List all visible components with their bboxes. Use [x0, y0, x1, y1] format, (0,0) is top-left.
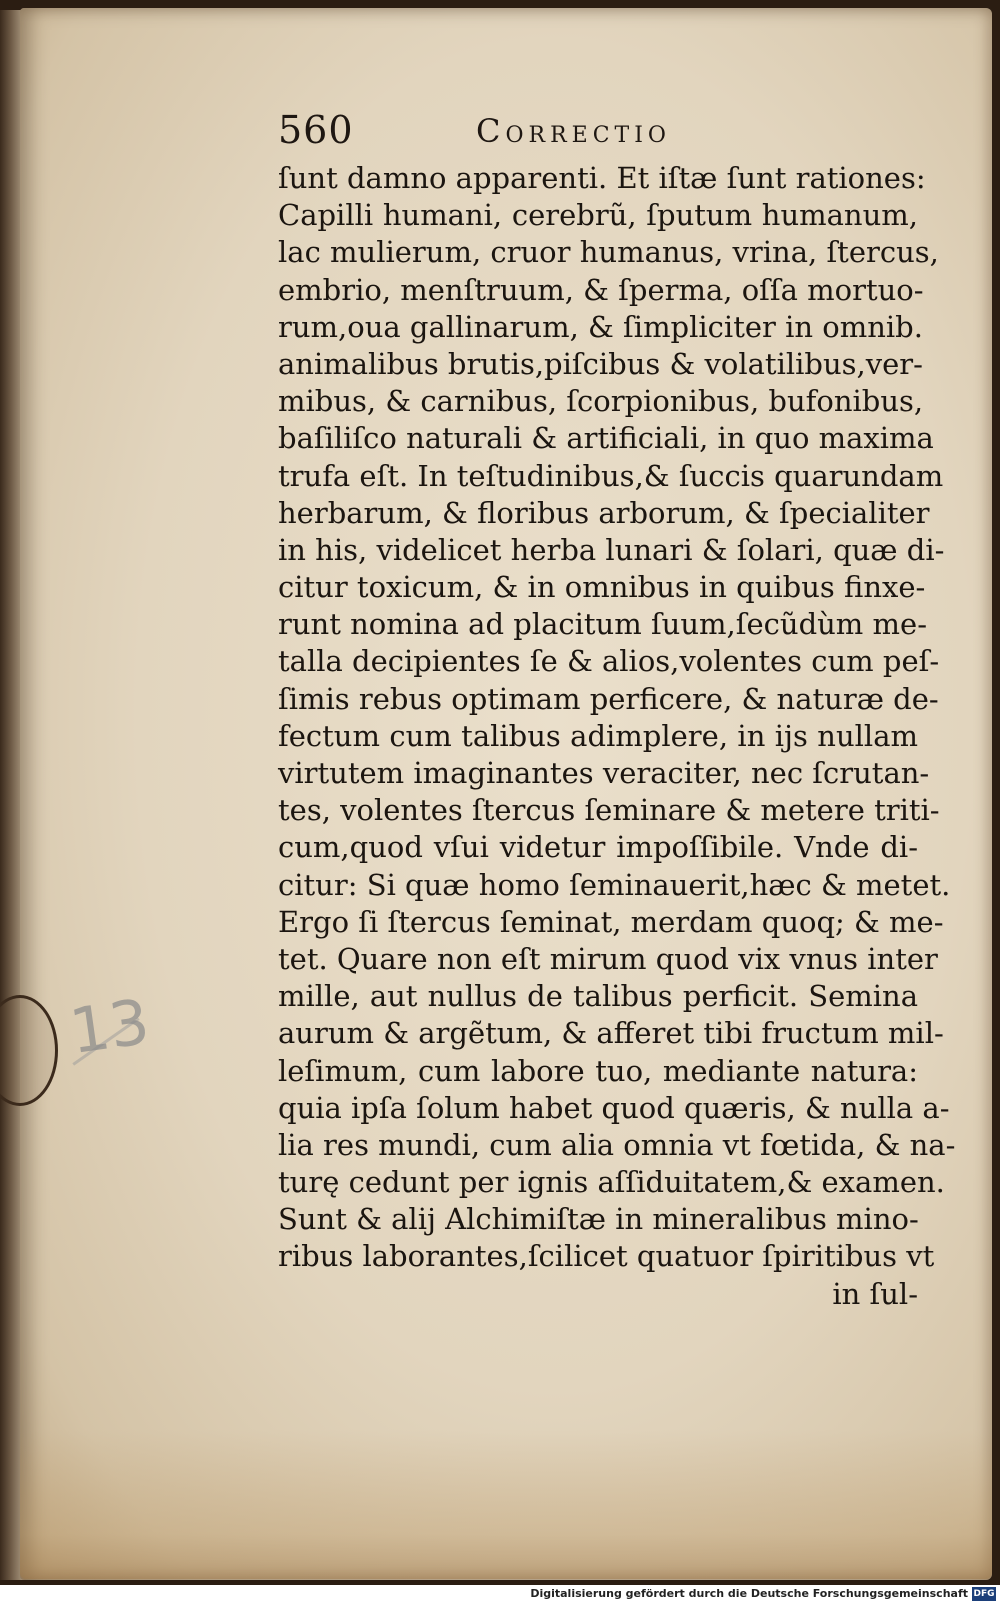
text-line: lia res mundi, cum alia omnia vt fœtida, & na-	[278, 1127, 956, 1162]
text-line: baſiliſco naturali & artificiali, in quo maxima	[278, 421, 934, 456]
text-line: mibus, & carnibus, ſcorpionibus, bufonibus,	[278, 384, 924, 419]
text-line: virtutem imaginantes veraciter, nec ſcrutan-	[278, 756, 930, 790]
catchword: in ſul-	[832, 1276, 918, 1311]
text-line: Ergo ſi ſtercus ſeminat, merdam quoq; & me-	[278, 904, 944, 939]
text-block	[278, 160, 956, 1313]
text-line: lac mulierum, cruor humanus, vrina, ſtercus,	[278, 235, 939, 270]
text-line: turę cedunt per ignis aſſiduitatem,& examen.	[278, 1165, 945, 1200]
text-line: talla decipientes ſe & alios,volentes cum peſ-	[278, 644, 940, 679]
page-header	[278, 108, 918, 154]
text-line: ſunt damno apparenti. Et iſtæ ſunt rationes:	[278, 161, 926, 195]
text-line: Capilli humani, cerebrũ, ſputum humanum,	[278, 198, 918, 233]
text-line: embrio, menſtruum, & ſperma, oſſa mortuo-	[278, 272, 924, 307]
text-line: runt nomina ad placitum ſuum,ſecũdùm me-	[278, 607, 927, 642]
text-line: aurum & argẽtum, & afferet tibi fructum mil-	[278, 1016, 944, 1051]
text-line: citur toxicum, & in omnibus in quibus finxe-	[278, 570, 926, 605]
text-line: mille, aut nullus de talibus perficit. Semina	[278, 979, 918, 1014]
funding-credit: Digitalisierung gefördert durch die Deutsche Forschungsgemeinschaft	[530, 1587, 968, 1600]
text-line: ſimis rebus optimam perficere, & naturæ de-	[278, 681, 939, 716]
text-line: animalibus brutis,piſcibus & volatilibus,ver-	[278, 346, 923, 381]
text-line: rum,oua gallinarum, & ſimpliciter in omnib.	[278, 309, 923, 344]
pencil-annotation: 13	[65, 984, 154, 1069]
text-line: herbarum, & floribus arborum, & ſpecialiter	[278, 495, 930, 530]
text-line: Sunt & alij Alchimiſtæ in mineralibus mino-	[278, 1202, 919, 1237]
text-line: trufa eſt. In teſtudinibus,& ſuccis quarundam	[278, 458, 944, 493]
footer-bar	[0, 1585, 1000, 1605]
page-stain	[20, 1429, 992, 1579]
text-line: fectum cum talibus adimplere, in ijs nullam	[278, 718, 918, 753]
page-number: 560	[278, 108, 354, 152]
text-line: cum,quod vſui videtur impoſſibile. Vnde di-	[278, 830, 918, 865]
text-line: leſimum, cum labore tuo, mediante natura:	[278, 1053, 918, 1088]
running-head: Correctio	[476, 112, 671, 150]
dfg-logo: DFG	[973, 1589, 995, 1599]
text-line: citur: Si quæ homo ſeminauerit,hæc & metet.	[278, 867, 951, 902]
text-line: quia ipſa ſolum habet quod quæris, & nulla a-	[278, 1090, 950, 1125]
text-line: tes, volentes ſtercus ſeminare & metere triti-	[278, 793, 940, 828]
text-line: tet. Quare non eſt mirum quod vix vnus inter	[278, 941, 938, 976]
text-line: ribus laborantes,ſcilicet quatuor ſpiritibus vt	[278, 1239, 935, 1274]
text-line: in his, videlicet herba lunari & ſolari, quæ di-	[278, 532, 945, 567]
